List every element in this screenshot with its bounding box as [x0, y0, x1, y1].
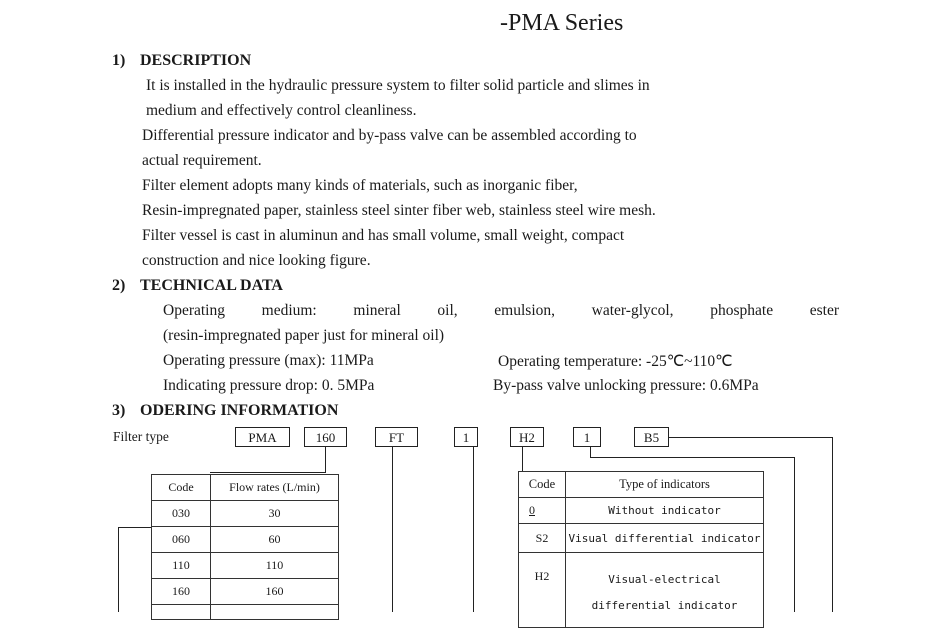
table-header-row [152, 475, 339, 501]
description-line: Filter vessel is cast in aluminun and has small volume, small weight, compact [142, 227, 625, 244]
description-line: actual requirement. [142, 152, 262, 169]
table-row [152, 501, 339, 527]
table-header-row [519, 472, 764, 498]
description-line: It is installed in the hydraulic pressure system to filter solid particle and slimes in [146, 77, 650, 94]
connector-line [118, 527, 119, 612]
connector-line [590, 457, 794, 458]
table-cell: Visual differential indicator [566, 524, 764, 553]
connector-line [794, 457, 795, 612]
table-cell [211, 605, 339, 620]
table-row [152, 553, 339, 579]
description-line: Filter element adopts many kinds of materials, such as inorganic fiber, [142, 177, 578, 194]
connector-line [210, 472, 326, 473]
medium-note: (resin-impregnated paper just for mineral oil) [163, 327, 445, 344]
indicator-table [518, 471, 764, 628]
connector-line [522, 447, 523, 471]
table-cell: 0 [519, 498, 566, 524]
table-header-code: Code [519, 472, 566, 498]
section-number: 1) [112, 52, 126, 69]
table-cell: Without indicator [566, 498, 764, 524]
section-number: 2) [112, 277, 126, 294]
table-cell: 160 [211, 579, 339, 605]
table-row [152, 527, 339, 553]
table-cell: 160 [152, 579, 211, 605]
operating-temperature: Operating temperature: -25℃~110℃ [498, 353, 733, 370]
table-header-code: Code [152, 475, 211, 501]
section-title: DESCRIPTION [140, 52, 252, 69]
connector-line [669, 437, 832, 438]
flow-rate-table [151, 474, 339, 620]
section-title: TECHNICAL DATA [140, 277, 283, 294]
table-cell: 030 [152, 501, 211, 527]
bypass-pressure: By-pass valve unlocking pressure: 0.6MPa [493, 377, 759, 394]
connector-line [473, 447, 474, 612]
pressure-drop: Indicating pressure drop: 0. 5MPa [163, 377, 375, 394]
description-heading [112, 52, 251, 70]
connector-line [325, 447, 326, 473]
description-line: Resin-impregnated paper, stainless steel sinter fiber web, stainless steel wire mesh. [142, 202, 656, 219]
table-cell: 110 [211, 553, 339, 579]
table-cell: 110 [152, 553, 211, 579]
table-cell: 060 [152, 527, 211, 553]
table-row [152, 579, 339, 605]
table-row [519, 524, 764, 553]
code-box-option-1: 1 [454, 427, 478, 447]
code-box-indicator: H2 [510, 427, 544, 447]
code-box-option-2: 1 [573, 427, 601, 447]
table-row [519, 498, 764, 524]
connector-line [118, 527, 151, 528]
code-box-flow: 160 [304, 427, 347, 447]
ordering-heading [112, 402, 338, 420]
code-box-model: PMA [235, 427, 290, 447]
table-cell [152, 605, 211, 620]
connector-line [392, 447, 393, 612]
table-cell: Visual-electrical differential indicator [566, 553, 764, 628]
code-box-filtration: B5 [634, 427, 669, 447]
description-line: construction and nice looking figure. [142, 252, 371, 269]
code-box-material: FT [375, 427, 418, 447]
table-header-type: Type of indicators [566, 472, 764, 498]
table-row [152, 605, 339, 620]
operating-pressure: Operating pressure (max): 11MPa [163, 352, 374, 369]
operating-medium: Operating medium: mineral oil, emulsion, water-glycol, phosphate ester [163, 302, 839, 319]
section-title: ODERING INFORMATION [140, 402, 339, 419]
connector-line [832, 437, 833, 612]
table-row [519, 553, 764, 628]
filter-type-label: Filter type [113, 429, 169, 444]
table-cell: 60 [211, 527, 339, 553]
table-cell: H2 [519, 553, 566, 628]
table-header-flow: Flow rates (L/min) [211, 475, 339, 501]
section-number: 3) [112, 402, 126, 419]
description-line: medium and effectively control cleanliness. [146, 102, 417, 119]
table-cell: 30 [211, 501, 339, 527]
description-line: Differential pressure indicator and by-pass valve can be assembled according to [142, 127, 637, 144]
technical-heading [112, 277, 283, 295]
table-cell: S2 [519, 524, 566, 553]
page-title: -PMA Series [500, 10, 624, 36]
